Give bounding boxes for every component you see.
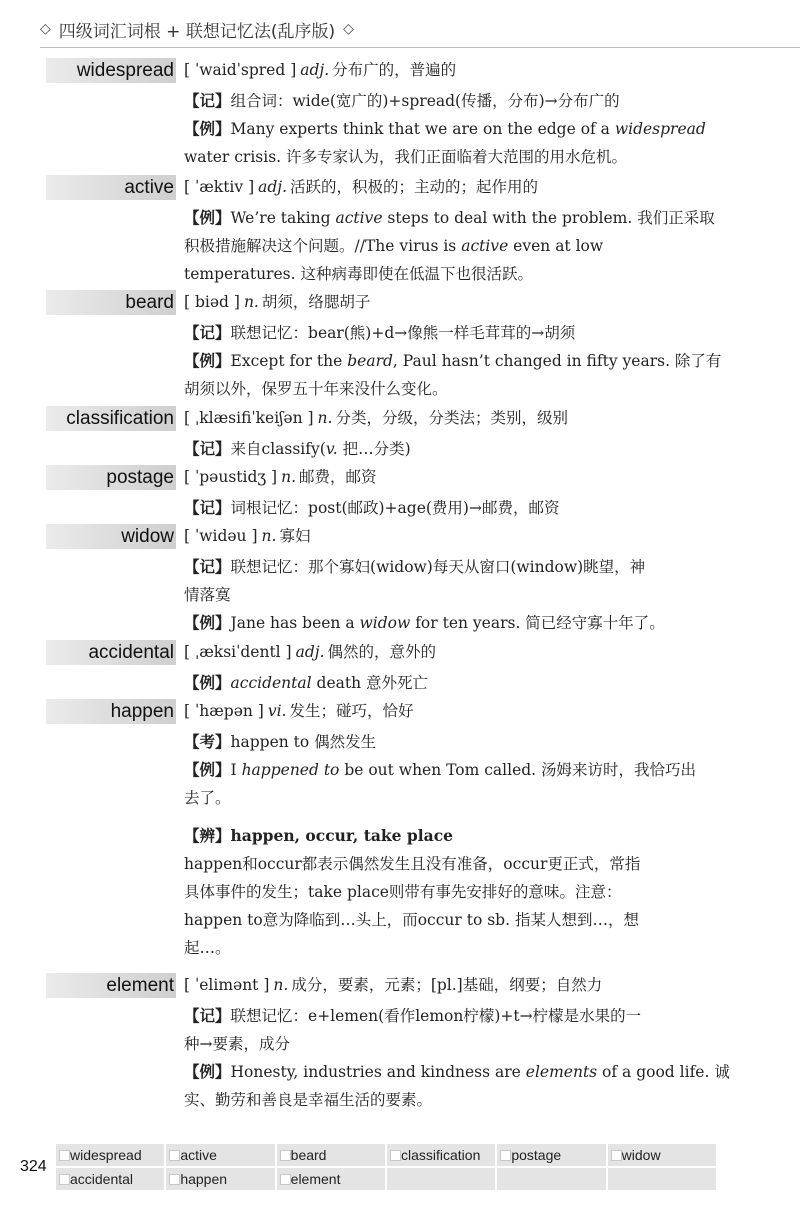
body-text: 【辨】happen, occur, take place [184, 826, 453, 845]
body-text: 联想记忆：e+lemen(看作lemon柠檬)+t→柠檬是水果的一 [230, 1007, 642, 1025]
body-line [184, 728, 716, 756]
definition-line [184, 175, 538, 200]
meaning: 成分，要素，元素；[pl.]基础，纲要；自然力 [291, 976, 603, 994]
entry-body [184, 204, 716, 288]
body-line [184, 878, 716, 906]
meaning: 邮费，邮资 [299, 468, 377, 486]
note-tag: 【考】 [184, 732, 231, 751]
part-of-speech: n. [281, 468, 297, 486]
definition-line [184, 465, 377, 490]
body-line [184, 1058, 730, 1086]
review-footer [0, 1140, 800, 1190]
part-of-speech: n. [273, 976, 289, 994]
headword: widow [121, 526, 174, 547]
note-tag: 【例】 [184, 208, 231, 227]
body-line [184, 115, 716, 143]
note-tag: 【记】 [184, 439, 231, 458]
body-line [184, 553, 716, 581]
headword: active [124, 177, 174, 198]
headword-bar [46, 640, 176, 665]
body-line [184, 1002, 716, 1030]
definition-line [184, 524, 310, 549]
body-line [184, 1030, 716, 1058]
headword-bar [46, 175, 176, 200]
body-text: , Paul hasn’t changed in fifty years. 除了有 [392, 352, 722, 370]
meaning: 活跃的，积极的；主动的；起作用的 [290, 178, 539, 196]
meaning: 胡须，络腮胡子 [261, 293, 371, 311]
body-text: water crisis. 许多专家认为，我们正面临着大范围的用水危机。 [184, 148, 628, 166]
phonetic: [ ˌklæsifiˈkeiʃən ] [184, 409, 314, 427]
body-text: We’re taking [230, 209, 336, 227]
body-text: 去了。 [184, 789, 231, 807]
review-word-cell: classification [387, 1144, 495, 1166]
body-line [184, 347, 722, 375]
body-line [184, 906, 716, 934]
phonetic: [ ˈwidəu ] [184, 527, 258, 545]
definition-line [184, 699, 414, 724]
headword: widespread [76, 60, 174, 81]
review-word-cell: active [166, 1144, 274, 1166]
entry-body [184, 87, 716, 171]
body-line [184, 812, 716, 822]
definition-line [184, 290, 370, 315]
body-line [184, 143, 716, 171]
example-keyword: v. [325, 440, 338, 458]
headword-bar [46, 524, 176, 549]
body-line [184, 609, 716, 637]
body-line [184, 260, 716, 288]
entry-body [184, 553, 716, 637]
body-text: for ten years. 简已经守寡十年了。 [410, 614, 665, 632]
page-header [40, 14, 760, 44]
headword-bar [46, 973, 176, 998]
body-text: Many experts think that we are on the edge of a [230, 120, 615, 138]
headword-bar [46, 465, 176, 490]
example-keyword: accidental [230, 674, 312, 692]
body-text: happen to意为降临到…头上，而occur to sb. 指某人想到…，想 [184, 911, 639, 929]
note-tag: 【记】 [184, 323, 231, 342]
body-text: temperatures. 这种病毒即使在低温下也很活跃。 [184, 265, 533, 283]
body-line [184, 784, 716, 812]
body-line [184, 756, 716, 784]
body-text: death 意外死亡 [311, 674, 428, 692]
example-keyword: widow [359, 614, 411, 632]
body-text: steps to deal with the problem. 我们正采取 [382, 209, 715, 227]
meaning: 分类，分级，分类法；类别，级别 [335, 409, 568, 427]
body-text: even at low [508, 237, 604, 255]
body-text: Honesty, industries and kindness are [230, 1063, 526, 1081]
phonetic: [ biəd ] [184, 293, 240, 311]
headword: accidental [88, 642, 174, 663]
note-tag: 【例】 [184, 613, 231, 632]
headword-bar [46, 290, 176, 315]
phonetic: [ ˈhæpən ] [184, 702, 264, 720]
review-word-grid [56, 1144, 716, 1190]
phonetic: [ ˈelimənt ] [184, 976, 270, 994]
part-of-speech: adj. [258, 178, 288, 196]
body-text: I [230, 761, 242, 779]
example-keyword: elements [525, 1063, 598, 1081]
note-tag: 【例】 [184, 673, 231, 692]
body-line [184, 669, 716, 697]
body-text: 积极措施解决这个问题。//The virus is [184, 237, 462, 255]
body-line [184, 375, 716, 403]
note-tag: 【例】 [184, 119, 231, 138]
phonetic: [ ˌæksiˈdentl ] [184, 643, 292, 661]
phonetic: [ ˈwaidˈspred ] [184, 61, 297, 79]
body-text: happen to 偶然发生 [230, 733, 377, 751]
body-text: 种→要素，成分 [184, 1035, 290, 1053]
entry-body [184, 435, 716, 463]
example-keyword: beard [347, 352, 393, 370]
note-tag: 【例】 [184, 760, 231, 779]
headword: happen [110, 701, 174, 722]
diamond-icon: ◇ [343, 21, 354, 37]
meaning: 发生；碰巧，恰好 [289, 702, 414, 720]
entry-body [184, 669, 716, 697]
headword: postage [106, 467, 174, 488]
review-word-cell [608, 1168, 716, 1190]
part-of-speech: adj. [295, 643, 325, 661]
book-title: 四级词汇词根 + 联想记忆法(乱序版) [58, 21, 336, 42]
review-word-cell: postage [497, 1144, 605, 1166]
part-of-speech: vi. [267, 702, 287, 720]
body-text: Jane has been a [230, 614, 360, 632]
page-number: 324 [20, 1158, 47, 1175]
part-of-speech: n. [261, 527, 277, 545]
body-line [184, 934, 716, 962]
entry-body [184, 494, 716, 522]
note-tag: 【记】 [184, 557, 231, 576]
example-keyword: active [461, 237, 509, 255]
note-tag: 【例】 [184, 351, 231, 370]
note-tag: 【记】 [184, 1006, 231, 1025]
body-text: 实、勤劳和善良是幸福生活的要素。 [184, 1091, 433, 1109]
part-of-speech: n. [317, 409, 333, 427]
body-line [184, 87, 716, 115]
body-text: 来自classify( [230, 440, 326, 458]
body-text: 起…。 [184, 939, 231, 957]
part-of-speech: n. [243, 293, 259, 311]
review-word-cell: accidental [56, 1168, 164, 1190]
body-line [184, 1086, 716, 1114]
body-text: Except for the [230, 352, 348, 370]
review-word-cell [497, 1168, 605, 1190]
entry-body [184, 728, 716, 962]
example-keyword: happened to [241, 761, 340, 779]
headword-bar [46, 406, 176, 431]
body-text: 胡须以外，保罗五十年来没什么变化。 [184, 380, 448, 398]
body-text: 具体事件的发生；take place则带有事先安排好的意味。注意： [184, 883, 622, 901]
headword: classification [66, 408, 174, 429]
headword-bar [46, 58, 176, 83]
definition-line [184, 406, 568, 431]
review-word-cell: widespread [56, 1144, 164, 1166]
body-line [184, 204, 716, 232]
body-text: 联想记忆：那个寡妇(widow)每天从窗口(window)眺望，神 [230, 558, 646, 576]
headword-bar [46, 699, 176, 724]
note-tag: 【记】 [184, 91, 231, 110]
diamond-icon: ◇ [40, 21, 51, 37]
phonetic: [ ˈæktiv ] [184, 178, 255, 196]
body-line [184, 494, 716, 522]
review-word-cell: element [277, 1168, 385, 1190]
header-rule [40, 47, 800, 48]
review-word-cell: widow [608, 1144, 716, 1166]
definition-line [184, 973, 602, 998]
body-text: 词根记忆：post(邮政)+age(费用)→邮费，邮资 [230, 499, 560, 517]
body-text: 把…分类) [337, 440, 411, 458]
phonetic: [ ˈpəustidʒ ] [184, 468, 278, 486]
body-text: 情落寞 [184, 586, 231, 604]
body-line [184, 319, 716, 347]
body-text: 联想记忆：bear(熊)+d→像熊一样毛茸茸的→胡须 [230, 324, 576, 342]
review-word-cell: happen [166, 1168, 274, 1190]
meaning: 偶然的，意外的 [327, 643, 437, 661]
body-line [184, 232, 716, 260]
headword: element [106, 975, 174, 996]
body-text: happen和occur都表示偶然发生且没有准备，occur更正式，常指 [184, 855, 641, 873]
review-word-cell: beard [277, 1144, 385, 1166]
body-line [184, 435, 716, 463]
part-of-speech: adj. [300, 61, 330, 79]
example-keyword: widespread [614, 120, 706, 138]
body-text: 组合词：wide(宽广的)+spread(传播，分布)→分布广的 [230, 92, 620, 110]
body-text: be out when Tom called. 汤姆来访时，我恰巧出 [339, 761, 697, 779]
body-line [184, 581, 716, 609]
definition-line [184, 58, 456, 83]
example-keyword: active [335, 209, 383, 227]
headword: beard [125, 292, 174, 313]
body-text: of a good life. 诚 [597, 1063, 730, 1081]
entry-body [184, 319, 722, 403]
definition-line [184, 640, 436, 665]
note-tag: 【记】 [184, 498, 231, 517]
meaning: 寡妇 [279, 527, 311, 545]
entry-body [184, 1002, 730, 1114]
body-line [184, 822, 716, 850]
meaning: 分布广的，普遍的 [332, 61, 457, 79]
body-line [184, 850, 716, 878]
review-word-cell [387, 1168, 495, 1190]
note-tag: 【例】 [184, 1062, 231, 1081]
